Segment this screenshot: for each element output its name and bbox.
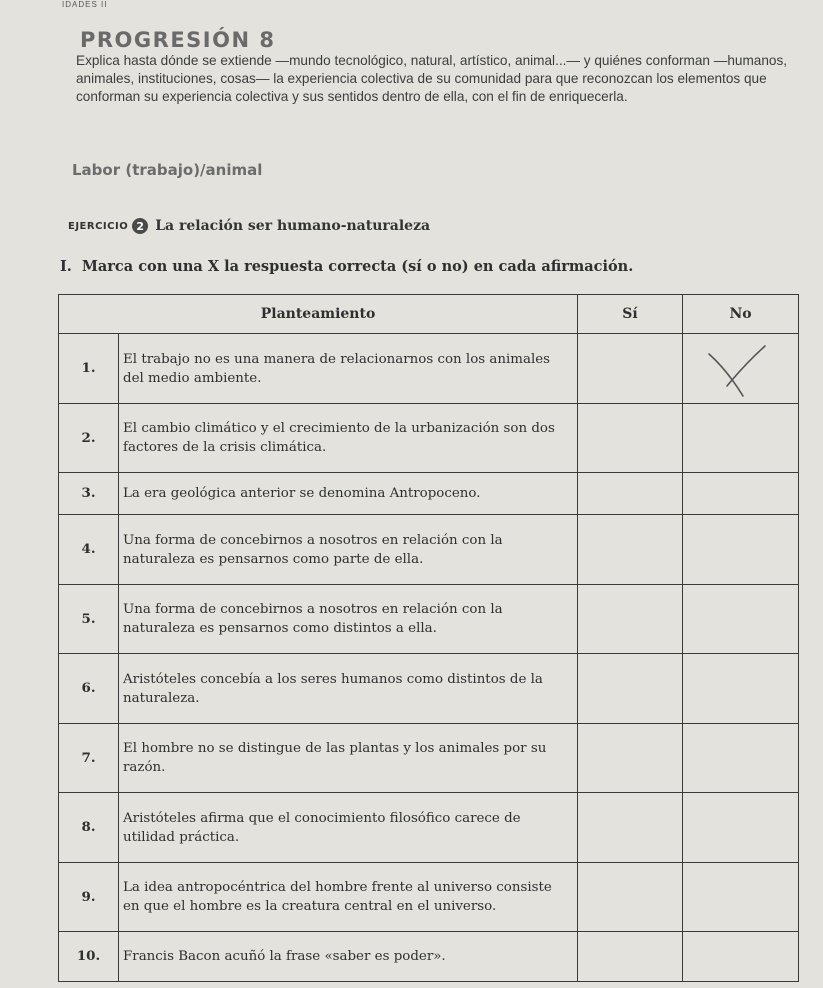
row-number: 9. [59, 863, 119, 932]
table-row [59, 863, 799, 932]
table-row [59, 932, 799, 982]
row-number: 2. [59, 404, 119, 473]
row-statement: El hombre no se distingue de las plantas y los animales por su razón. [119, 724, 578, 793]
yes-cell[interactable] [578, 585, 683, 654]
yes-cell[interactable] [578, 654, 683, 724]
intro-paragraph: Explica hasta dónde se extiende —mundo tecnológico, natural, artístico, animal...— y quiénes conforman —humanos, animales, instituciones, cosas— la experiencia colectiva de su comunidad para que reconozcan los elementos que conforman su experiencia colectiva y sus sentidos dentro de ella, con el fin de enriquecerla. [76, 53, 788, 104]
row-statement: Aristóteles afirma que el conocimiento filosófico carece de utilidad práctica. [119, 793, 578, 863]
no-cell[interactable] [683, 793, 799, 863]
row-statement: La idea antropocéntrica del hombre frente al universo consiste en que el hombre es la creatura central en el universo. [119, 863, 578, 932]
exercise-heading [68, 218, 430, 234]
no-cell[interactable] [683, 473, 799, 515]
row-number: 3. [59, 473, 119, 515]
row-statement: Aristóteles concebía a los seres humanos como distintos de la naturaleza. [119, 654, 578, 724]
row-number: 10. [59, 932, 119, 982]
table-row [59, 585, 799, 654]
row-statement: Francis Bacon acuñó la frase «saber es poder». [119, 932, 578, 982]
yes-cell[interactable] [578, 515, 683, 585]
header-yes: Sí [578, 295, 683, 334]
table-row [59, 724, 799, 793]
instruction-number: I. [60, 258, 72, 275]
handwritten-x-mark [683, 334, 799, 404]
no-cell[interactable] [683, 863, 799, 932]
no-cell[interactable] [683, 334, 799, 404]
header-no: No [683, 295, 799, 334]
row-number: 5. [59, 585, 119, 654]
row-number: 8. [59, 793, 119, 863]
row-number: 7. [59, 724, 119, 793]
no-cell[interactable] [683, 932, 799, 982]
no-cell[interactable] [683, 724, 799, 793]
row-statement: Una forma de concebirnos a nosotros en relación con la naturaleza es pensarnos como parte de ella. [119, 515, 578, 585]
row-statement: La era geológica anterior se denomina Antropoceno. [119, 473, 578, 515]
table-header-row [59, 295, 799, 334]
row-number: 4. [59, 515, 119, 585]
yes-cell[interactable] [578, 863, 683, 932]
instruction [60, 258, 633, 275]
section-title: PROGRESIÓN 8 [80, 28, 276, 52]
no-cell[interactable] [683, 585, 799, 654]
yes-cell[interactable] [578, 404, 683, 473]
table-row [59, 793, 799, 863]
header-statement: Planteamiento [59, 295, 578, 334]
table-row [59, 473, 799, 515]
no-cell[interactable] [683, 654, 799, 724]
row-number: 1. [59, 334, 119, 404]
yes-cell[interactable] [578, 932, 683, 982]
row-statement: Una forma de concebirnos a nosotros en relación con la naturaleza es pensarnos como distintos a ella. [119, 585, 578, 654]
true-false-table [58, 294, 799, 982]
running-head: IDADES II [62, 0, 108, 9]
table-row [59, 515, 799, 585]
row-statement: El cambio climático y el crecimiento de la urbanización son dos factores de la crisis climática. [119, 404, 578, 473]
yes-cell[interactable] [578, 334, 683, 404]
exercise-number-badge: 2 [132, 218, 148, 234]
no-cell[interactable] [683, 404, 799, 473]
table-row [59, 404, 799, 473]
yes-cell[interactable] [578, 724, 683, 793]
yes-cell[interactable] [578, 473, 683, 515]
exercise-title: La relación ser humano-naturaleza [155, 218, 431, 234]
no-cell[interactable] [683, 515, 799, 585]
row-statement: El trabajo no es una manera de relacionarnos con los animales del medio ambiente. [119, 334, 578, 404]
table-row [59, 334, 799, 404]
instruction-text: Marca con una X la respuesta correcta (sí o no) en cada afirmación. [81, 258, 634, 275]
exercise-label: EJERCICIO [68, 220, 129, 232]
row-number: 6. [59, 654, 119, 724]
subheading: Labor (trabajo)/animal [72, 161, 263, 179]
yes-cell[interactable] [578, 793, 683, 863]
table-row [59, 654, 799, 724]
